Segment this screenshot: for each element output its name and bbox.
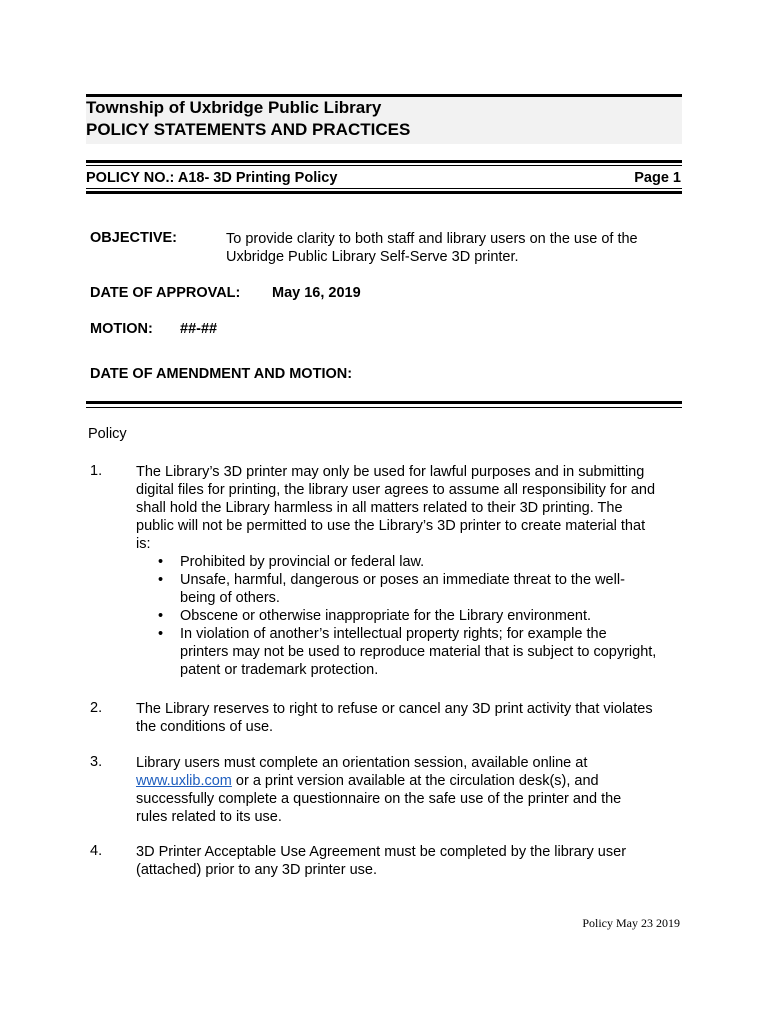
item-2-line: the conditions of use. <box>136 719 274 735</box>
item-3-line: Library users must complete an orientation session, available online at <box>136 755 588 771</box>
restriction-list <box>136 553 684 679</box>
item-4-number: 4. <box>90 843 103 859</box>
motion-value: ##-## <box>180 321 218 337</box>
item-1 <box>136 463 684 679</box>
objective-text-1: To provide clarity to both staff and library users on the use of the <box>226 231 638 247</box>
policy-number: POLICY NO.: A18- 3D Printing Policy <box>86 170 338 186</box>
item-2 <box>136 700 684 736</box>
bullet-icon: • <box>158 626 164 642</box>
item-1-number: 1. <box>90 463 103 479</box>
item-1-line: digital files for printing, the library user agrees to assume all responsibility for and <box>136 482 656 498</box>
approval-label: DATE OF APPROVAL: <box>90 285 241 301</box>
library-title: Township of Uxbridge Public Library <box>86 98 382 117</box>
item-4 <box>136 843 684 879</box>
section-rule-thick <box>86 401 682 404</box>
header-rule-bottom-thin <box>86 188 682 189</box>
policy-heading: Policy <box>88 426 127 442</box>
bullet-icon: • <box>158 572 164 588</box>
item-1-line: public will not be permitted to use the Library’s 3D printer to create material that <box>136 518 646 534</box>
footer-date: Policy May 23 2019 <box>582 916 680 930</box>
list-item: • Prohibited by provincial or federal law. <box>158 554 425 570</box>
item-3-line: rules related to its use. <box>136 809 282 825</box>
item-4-line: 3D Printer Acceptable Use Agreement must be completed by the library user <box>136 844 627 860</box>
list-item: • In violation of another’s intellectual property rights; for example the printers may not be used to reproduce material that is subject to copyright, patent or trademark protection. <box>158 626 657 678</box>
page-number: Page 1 <box>634 170 681 186</box>
item-3-number: 3. <box>90 754 103 770</box>
section-rule-thin <box>86 407 682 408</box>
bullet-icon: • <box>158 608 164 624</box>
item-1-line: The Library’s 3D printer may only be used for lawful purposes and in submitting <box>136 464 645 480</box>
header-rule-top <box>86 160 682 163</box>
item-1-line: is: <box>136 536 151 552</box>
motion-label: MOTION: <box>90 321 153 337</box>
objective-text-2: Uxbridge Public Library Self-Serve 3D printer. <box>226 249 519 265</box>
policy-section-title: POLICY STATEMENTS AND PRACTICES <box>86 120 411 139</box>
objective-label: OBJECTIVE: <box>90 230 178 246</box>
list-item: • Unsafe, harmful, dangerous or poses an immediate threat to the well- being of others. <box>158 572 625 606</box>
header-rule-bottom <box>86 191 682 194</box>
bullet-icon: • <box>158 554 164 570</box>
item-3-line: successfully complete a questionnaire on the safe use of the printer and the <box>136 791 622 807</box>
header-rule-top-thin <box>86 165 682 166</box>
item-2-number: 2. <box>90 700 103 716</box>
approval-value: May 16, 2019 <box>272 285 361 301</box>
item-3 <box>136 754 684 826</box>
item-3-line: www.uxlib.com or a print version available at the circulation desk(s), and <box>136 773 599 789</box>
item-1-line: shall hold the Library harmless in all matters related to their 3D printing. The <box>136 500 623 516</box>
library-website-link[interactable]: www.uxlib.com <box>136 773 232 789</box>
amendment-label: DATE OF AMENDMENT AND MOTION: <box>90 366 353 382</box>
list-item: • Obscene or otherwise inappropriate for the Library environment. <box>158 608 592 624</box>
item-2-line: The Library reserves to right to refuse or cancel any 3D print activity that violates <box>136 701 653 717</box>
item-4-line: (attached) prior to any 3D printer use. <box>136 862 377 878</box>
